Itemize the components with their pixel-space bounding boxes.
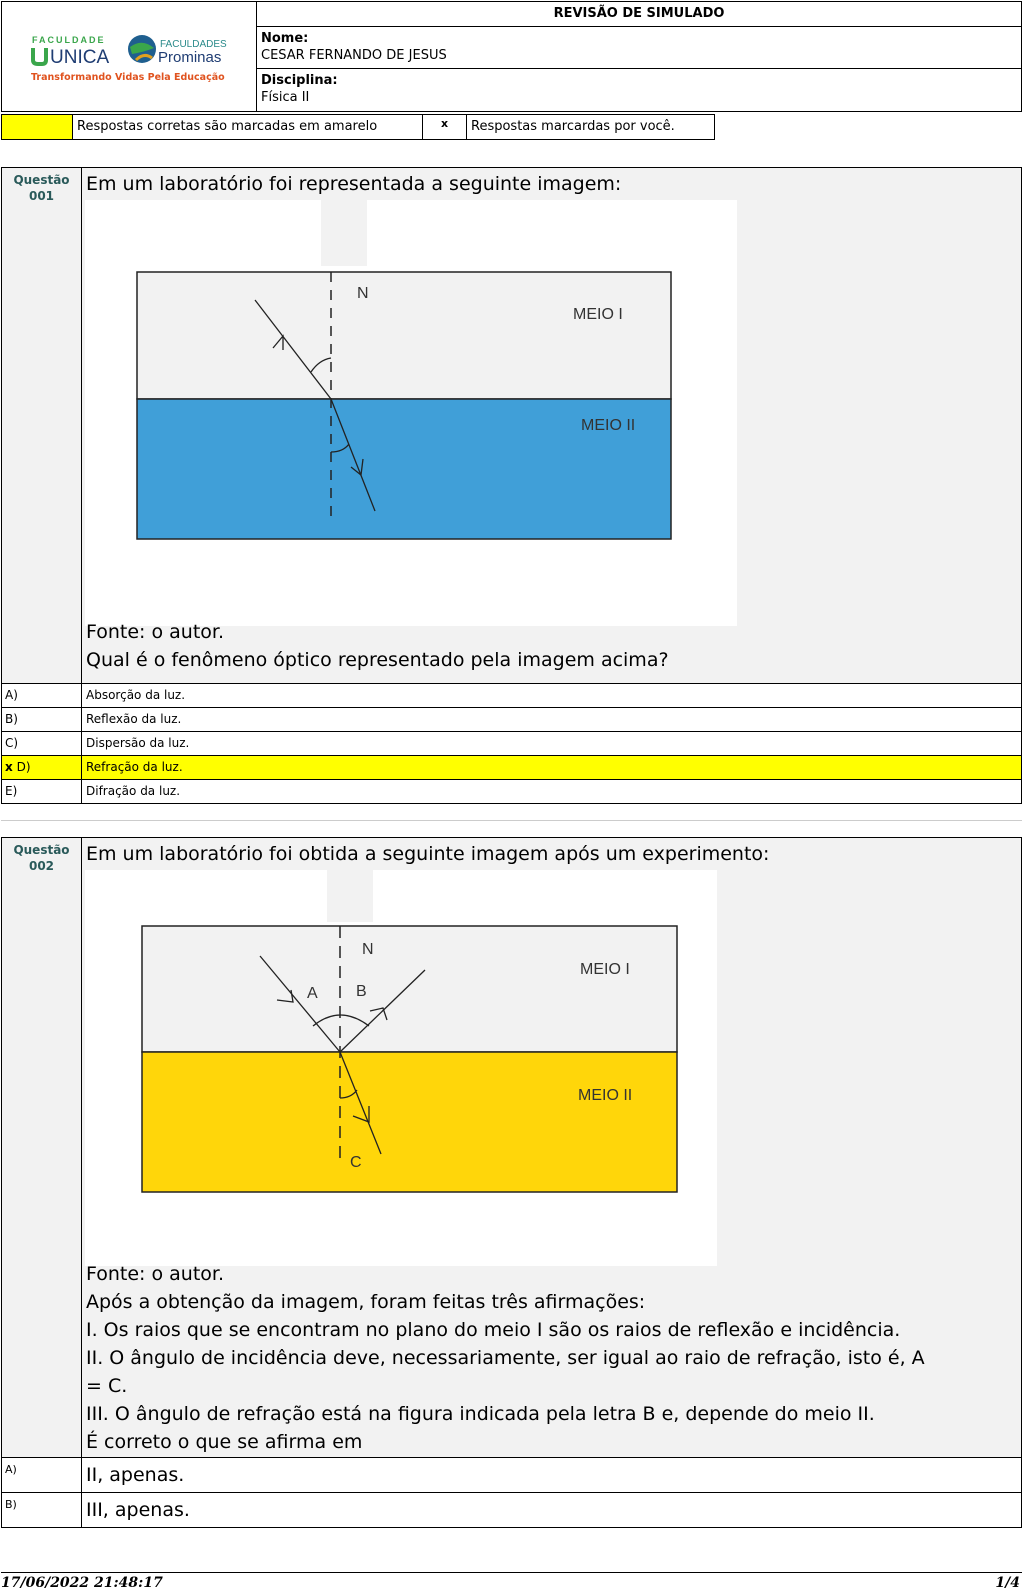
option-text: III, apenas.	[86, 1499, 190, 1521]
question-number: 001	[28, 189, 55, 203]
question-prompt: É correto o que se afirma em	[86, 1431, 363, 1453]
option-text: Refração da luz.	[86, 760, 183, 774]
statement-line: = C.	[86, 1375, 128, 1397]
question-source: Fonte: o autor.	[86, 621, 225, 643]
legend-marker: x	[422, 114, 467, 140]
option-b[interactable]	[1, 707, 1022, 732]
reflection-refraction-figure	[85, 870, 717, 1266]
option-e[interactable]	[1, 779, 1022, 804]
medium-1-label: MEIO I	[580, 961, 630, 978]
question-001	[1, 167, 1022, 684]
page-footer	[1, 1572, 1022, 1592]
option-letter: E)	[2, 780, 82, 803]
option-letter: A)	[2, 684, 82, 707]
logo-brand-2: UNICA	[50, 47, 110, 68]
angle-b-label: B	[356, 983, 367, 1000]
discipline-value: Física II	[261, 90, 310, 105]
option-text: Dispersão da luz.	[86, 736, 190, 750]
medium-2-region	[142, 1052, 677, 1192]
logo-tagline: Transformando Vidas Pela Educação	[31, 72, 225, 83]
question-intro: Em um laboratório foi representada a seguinte imagem:	[86, 173, 622, 195]
normal-label: N	[362, 941, 374, 958]
option-letter: B)	[2, 708, 82, 731]
statement-line: III. O ângulo de refração está na figura indicada pela letra B e, depende do meio II.	[86, 1403, 875, 1425]
option-letter: C)	[2, 732, 82, 755]
medium-1-label: MEIO I	[573, 306, 623, 323]
option-text: Difração da luz.	[86, 784, 181, 798]
option-text: II, apenas.	[86, 1464, 185, 1486]
name-label: Nome:	[261, 31, 309, 46]
legend-marked-text: Respostas marcardas por você.	[466, 114, 715, 140]
discipline-label: Disciplina:	[261, 73, 338, 88]
option-a[interactable]	[1, 683, 1022, 708]
option-letter: B)	[2, 1493, 82, 1527]
logo-u-icon	[33, 48, 46, 64]
question-002	[1, 837, 1022, 1458]
statement-line: II. O ângulo de incidência deve, necessariamente, ser igual ao raio de refração, isto é, A	[86, 1347, 925, 1369]
option-letter: D)	[16, 760, 31, 774]
discipline-cell	[256, 68, 1022, 112]
student-name-cell	[256, 26, 1022, 69]
option-letter-cell	[2, 756, 82, 779]
question-number-cell	[2, 168, 82, 683]
medium-2-label: MEIO II	[578, 1087, 633, 1104]
question-intro: Em um laboratório foi obtida a seguinte imagem após um experimento:	[86, 843, 770, 865]
institution-logo	[2, 2, 256, 111]
selected-mark: x	[5, 760, 13, 774]
option-c[interactable]	[1, 731, 1022, 756]
footer-datetime: 17/06/2022 21:48:17	[1, 1575, 163, 1591]
option-b[interactable]	[1, 1492, 1022, 1528]
statement-line: I. Os raios que se encontram no plano do meio I são os raios de reflexão e incidência.	[86, 1319, 901, 1341]
refraction-figure	[85, 200, 737, 626]
name-value: CESAR FERNANDO DE JESUS	[261, 48, 447, 63]
logo-brand-4: Prominas	[158, 49, 222, 66]
question-number-cell	[2, 838, 82, 1457]
question-prompt: Qual é o fenômeno óptico representado pela imagem acima?	[86, 649, 669, 671]
statement-line: Após a obtenção da imagem, foram feitas três afirmações:	[86, 1291, 646, 1313]
divider	[1, 820, 1022, 821]
medium-1-region	[142, 926, 677, 1052]
legend-correct-text: Respostas corretas são marcadas em amarelo	[72, 114, 423, 140]
logo-brand-1: FACULDADE	[32, 35, 106, 45]
option-letter: A)	[2, 1458, 82, 1492]
question-source: Fonte: o autor.	[86, 1263, 225, 1285]
medium-1-region	[137, 272, 671, 399]
question-number: 002	[28, 859, 55, 873]
logo-brand-3: FACULDADES	[160, 39, 227, 50]
option-text: Reflexão da luz.	[86, 712, 182, 726]
angle-a-label: A	[307, 985, 318, 1002]
footer-page: 1/4	[995, 1575, 1020, 1591]
logo-cell	[1, 1, 257, 112]
page-title: REVISÃO DE SIMULADO	[256, 1, 1022, 27]
option-a[interactable]	[1, 1457, 1022, 1493]
normal-label: N	[357, 285, 369, 302]
legend-yellow-swatch	[1, 114, 73, 140]
angle-c-label: C	[350, 1154, 362, 1171]
question-label: Questão	[13, 173, 70, 187]
question-label: Questão	[13, 843, 70, 857]
option-d-selected[interactable]	[1, 755, 1022, 780]
medium-2-label: MEIO II	[581, 417, 636, 434]
option-text: Absorção da luz.	[86, 688, 186, 702]
